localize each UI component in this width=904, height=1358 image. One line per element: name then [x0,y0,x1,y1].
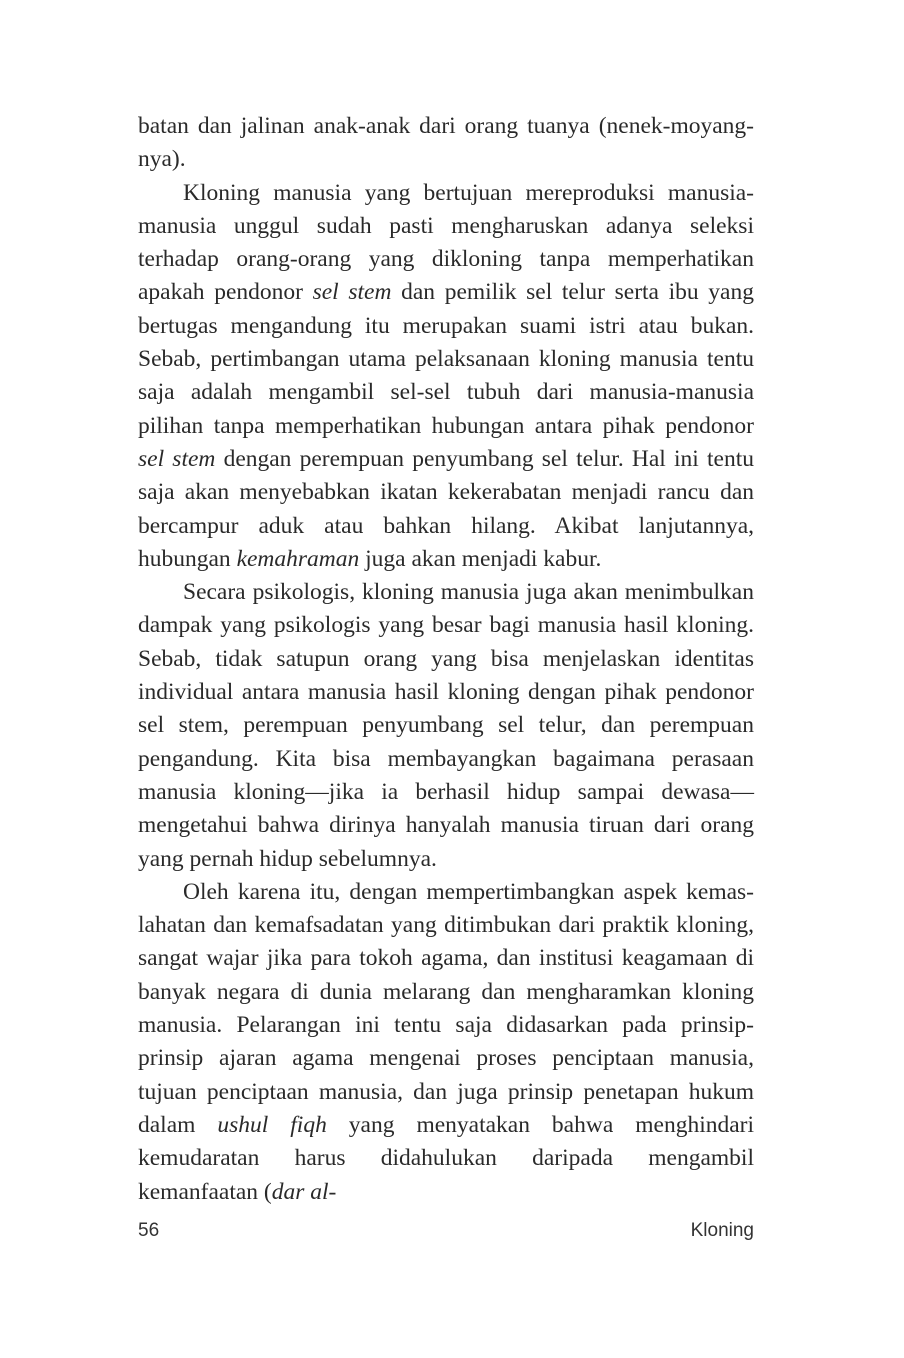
text-run: yang menyatakan bahwa menghindari kemudaratan harus didahulukan daripada mengambil kemanfaatan ( [138,1111,755,1205]
text-run: dan pemilik sel telur serta ibu yang bertugas mengandung itu merupakan suami istri atau bukan. Sebab, pertimbangan utama pelaksanaan kloning manusia tentu saja adalah mengambil sel-sel tubuh dari manusia-manusia pilihan tanpa memperhatikan hubungan antara pihak pendonor [138,279,754,439]
text-run: dengan perempuan penyumbang sel telur. Hal ini tentu saja akan menyebabkan ikatan kekerabatan menjadi rancu dan bercampur aduk atau bahkan hilang. Akibat lanjutannya, hubungan [138,445,754,572]
paragraph [138,576,754,876]
text-run: Kloning manusia yang bertujuan mereproduksi manusia-manusia unggul sudah pasti mengharuskan adanya seleksi terhadap orang-orang yang dikloning tanpa memperhatikan apakah pendonor [138,179,754,306]
body-text [138,110,754,1209]
text-run: juga akan menjadi kabur. [359,545,602,572]
italic-term: ushul fiqh [217,1111,327,1138]
italic-term: sel stem [312,279,392,306]
italic-term: dar al- [271,1178,337,1205]
page-footer [138,1220,754,1248]
italic-term: kemahraman [236,545,360,572]
italic-term: sel stem [138,445,216,472]
text-run: Oleh karena itu, dengan mempertimbangkan aspek kemas-lahatan dan kemafsadatan yang ditimbukan dari praktik kloning, sangat wajar jika para tokoh agama, dan institusi keagamaan di banyak negara di dunia melarang dan mengharamkan kloning manusia. Pelarangan ini tentu saja didasarkan pada prinsip-prinsip ajaran agama mengenai proses penciptaan manusia, tujuan penciptaan manusia, dan juga prinsip penetapan hukum dalam [138,878,754,1138]
paragraph [138,177,754,577]
page-number: 56 [138,1220,160,1241]
running-title: Kloning [690,1220,754,1241]
paragraph [138,876,754,1209]
text-run: Secara psikologis, kloning manusia juga akan menimbulkan dampak yang psikologis yang besar bagi manusia hasil kloning. Sebab, tidak satupun orang yang bisa menjelaskan identitas individual antara manusia hasil kloning dengan pihak pendonor sel stem, perempuan penyumbang sel telur, dan perempuan pengandung. Kita bisa membayangkan bagaimana perasaan manusia kloning—jika ia berhasil hidup sampai dewasa—mengetahui bahwa dirinya hanyalah manusia tiruan dari orang yang pernah hidup sebelumnya. [138,579,754,872]
text-run: batan dan jalinan anak-anak dari orang tuanya (nenek-moyang-nya). [138,113,754,173]
paragraph [138,110,754,177]
